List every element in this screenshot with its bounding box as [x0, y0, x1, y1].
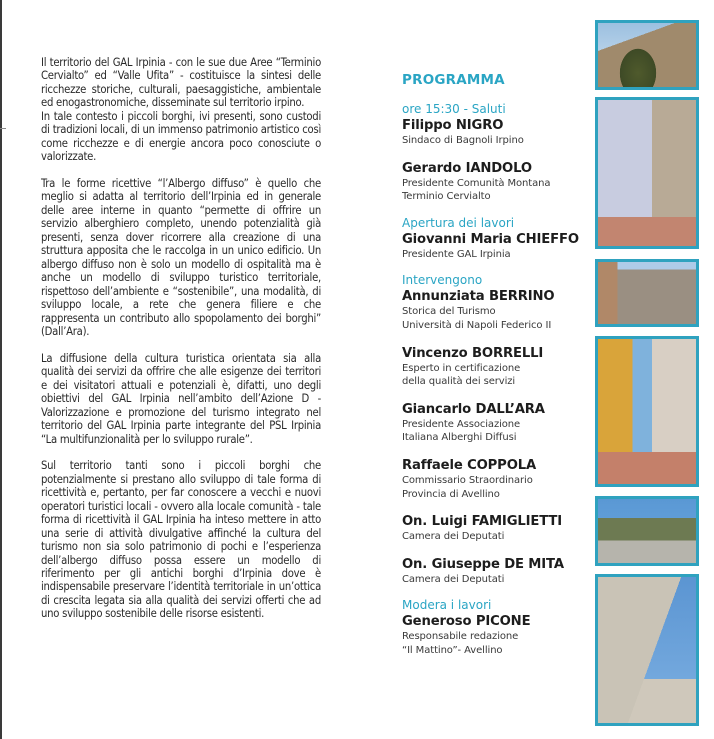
speaker-role: Commissario Straordinario	[402, 474, 533, 486]
speaker-name: On. Luigi FAMIGLIETTI	[402, 514, 562, 530]
photo-castle-hill	[595, 496, 699, 566]
programma-title: PROGRAMMA	[402, 72, 505, 88]
intro-paragraph-1: Il territorio del GAL Irpinia - con le sue due Aree “Terminio Cervialto” ed “Valle Ufita” - costituisce la sintesi delle ricchezze storiche, culturali, paesaggistiche, ambientale ed enogastronomiche, disseminate sul territorio irpino.	[41, 56, 321, 110]
speaker-name: Generoso PICONE	[402, 614, 531, 630]
speaker-role: Sindaco di Bagnoli Irpino	[402, 135, 524, 146]
intro-paragraph-4: La diffusione della cultura turistica orientata sia alla qualità dei servizi da offrire che alle esigenze dei territori e dei visitatori attuali e potenziali è, difatti, uno degli obiettivi del GAL Irpinia nell’ambito dell’Azione D - Valorizzazione e promozione del turismo integrato nel territorio del GAL Irpinia parte integrante del PSL Irpinia “La multifunzionalità per lo sviluppo rurale”.	[41, 351, 321, 446]
photo-narrow-street	[595, 336, 699, 487]
intro-text-column	[41, 56, 321, 621]
speaker-name: Annunziata BERRINO	[402, 289, 555, 305]
intro-paragraph-2: In tale contesto i piccoli borghi, ivi presenti, sono custodi di tradizioni locali, di un immenso patrimonio artistico così come ricchezze e di energie ancora poco conosciute o valorizzate.	[41, 109, 321, 164]
photo-archway	[595, 97, 699, 249]
programma-entry	[402, 556, 592, 587]
photo-castle-walls	[595, 574, 699, 726]
speaker-name: Raffaele COPPOLA	[402, 457, 537, 473]
programma-entry	[402, 216, 592, 262]
speaker-name: Vincenzo BORRELLI	[402, 345, 544, 361]
speaker-role: “Il Mattino”- Avellino	[402, 644, 503, 656]
speaker-role: Presidente GAL Irpinia	[402, 248, 511, 260]
speaker-role: della qualità dei servizi	[402, 376, 516, 388]
speaker-name: Gerardo IANDOLO	[402, 160, 532, 176]
programma-entries	[402, 102, 592, 658]
programma-entry	[402, 401, 592, 445]
programma-column	[402, 72, 592, 670]
speaker-name: Giancarlo DALL’ARA	[402, 401, 545, 417]
speaker-role: Storica del Turismo	[402, 306, 496, 318]
speaker-role: Presidente Comunità Montana	[402, 177, 551, 189]
programma-entry	[402, 102, 592, 148]
speaker-role: Responsabile redazione	[402, 631, 519, 643]
speaker-name: Giovanni Maria CHIEFFO	[402, 231, 579, 247]
speaker-role: Italiana Alberghi Diffusi	[402, 432, 517, 444]
photo-stone-tower	[595, 20, 699, 90]
programma-entry	[402, 457, 592, 501]
speaker-role: Esperto in certificazione	[402, 362, 521, 374]
programma-entry	[402, 598, 592, 657]
speaker-role: Camera dei Deputati	[402, 531, 505, 543]
photo-old-houses	[595, 259, 699, 327]
programma-entry	[402, 273, 592, 332]
speaker-role: Presidente Associazione	[402, 418, 521, 430]
page-fold-line	[0, 0, 2, 739]
speaker-role: Università di Napoli Federico II	[402, 319, 552, 331]
programma-entry	[402, 160, 592, 204]
speaker-role: Provincia di Avellino	[402, 488, 500, 500]
entry-section-label: Apertura dei lavori	[402, 215, 515, 230]
speaker-role: Camera dei Deputati	[402, 573, 505, 585]
entry-section-label: Modera i lavori	[402, 598, 492, 613]
speaker-name: Filippo NIGRO	[402, 118, 504, 133]
intro-paragraph-5: Sul territorio tanti sono i piccoli borghi che potenzialmente si prestano allo sviluppo di tale forma di ricettività e, pertanto, per far conoscere a vecchi e nuovi operatori turistici locali - ovvero alla locale comunità - tale forma di ricettività il GAL Irpinia ha inteso mettere in atto una serie di attività divulgative affinché la cultura del turismo non sia solo patrimonio di pochi e l’esperienza dell’albergo diffuso possa essere un modello di riferimento per gli antichi borghi d’Irpinia dove è indispensabile preservare l’identità territoriale in un’ottica di crescita legata sia alla qualità dei servizi offerti che ad uno sviluppo sostenibile delle risorse esistenti.	[41, 459, 321, 621]
page-fold-mark	[0, 128, 6, 129]
speaker-role: Terminio Cervialto	[402, 191, 491, 203]
programma-entry	[402, 513, 592, 544]
programma-entry	[402, 345, 592, 389]
intro-paragraph-3: Tra le forme ricettive “l’Albergo diffuso” è quello che meglio si adatta al territorio dell’Irpinia ed in generale delle aree interne in quanto “permette di offrire un servizio alberghiero completo, unendo potenzialità già presenti, senza dover ricorrere alla creazione di una struttura apposita che le raccolga in un unico edificio. Un albergo diffuso non è solo un modello di ospitalità ma è anche un modello di sviluppo turistico territoriale, rispettoso dell’ambiente e “sostenibile”, una modalità, di sviluppo locale, a rete che genera filiere e che rappresenta un contributo allo spopolamento dei borghi” (Dall’Ara).	[41, 177, 321, 338]
entry-section-label: Intervengono	[402, 273, 483, 288]
speaker-name: On. Giuseppe DE MITA	[402, 556, 564, 572]
entry-section-label: ore 15:30 - Saluti	[402, 102, 506, 116]
